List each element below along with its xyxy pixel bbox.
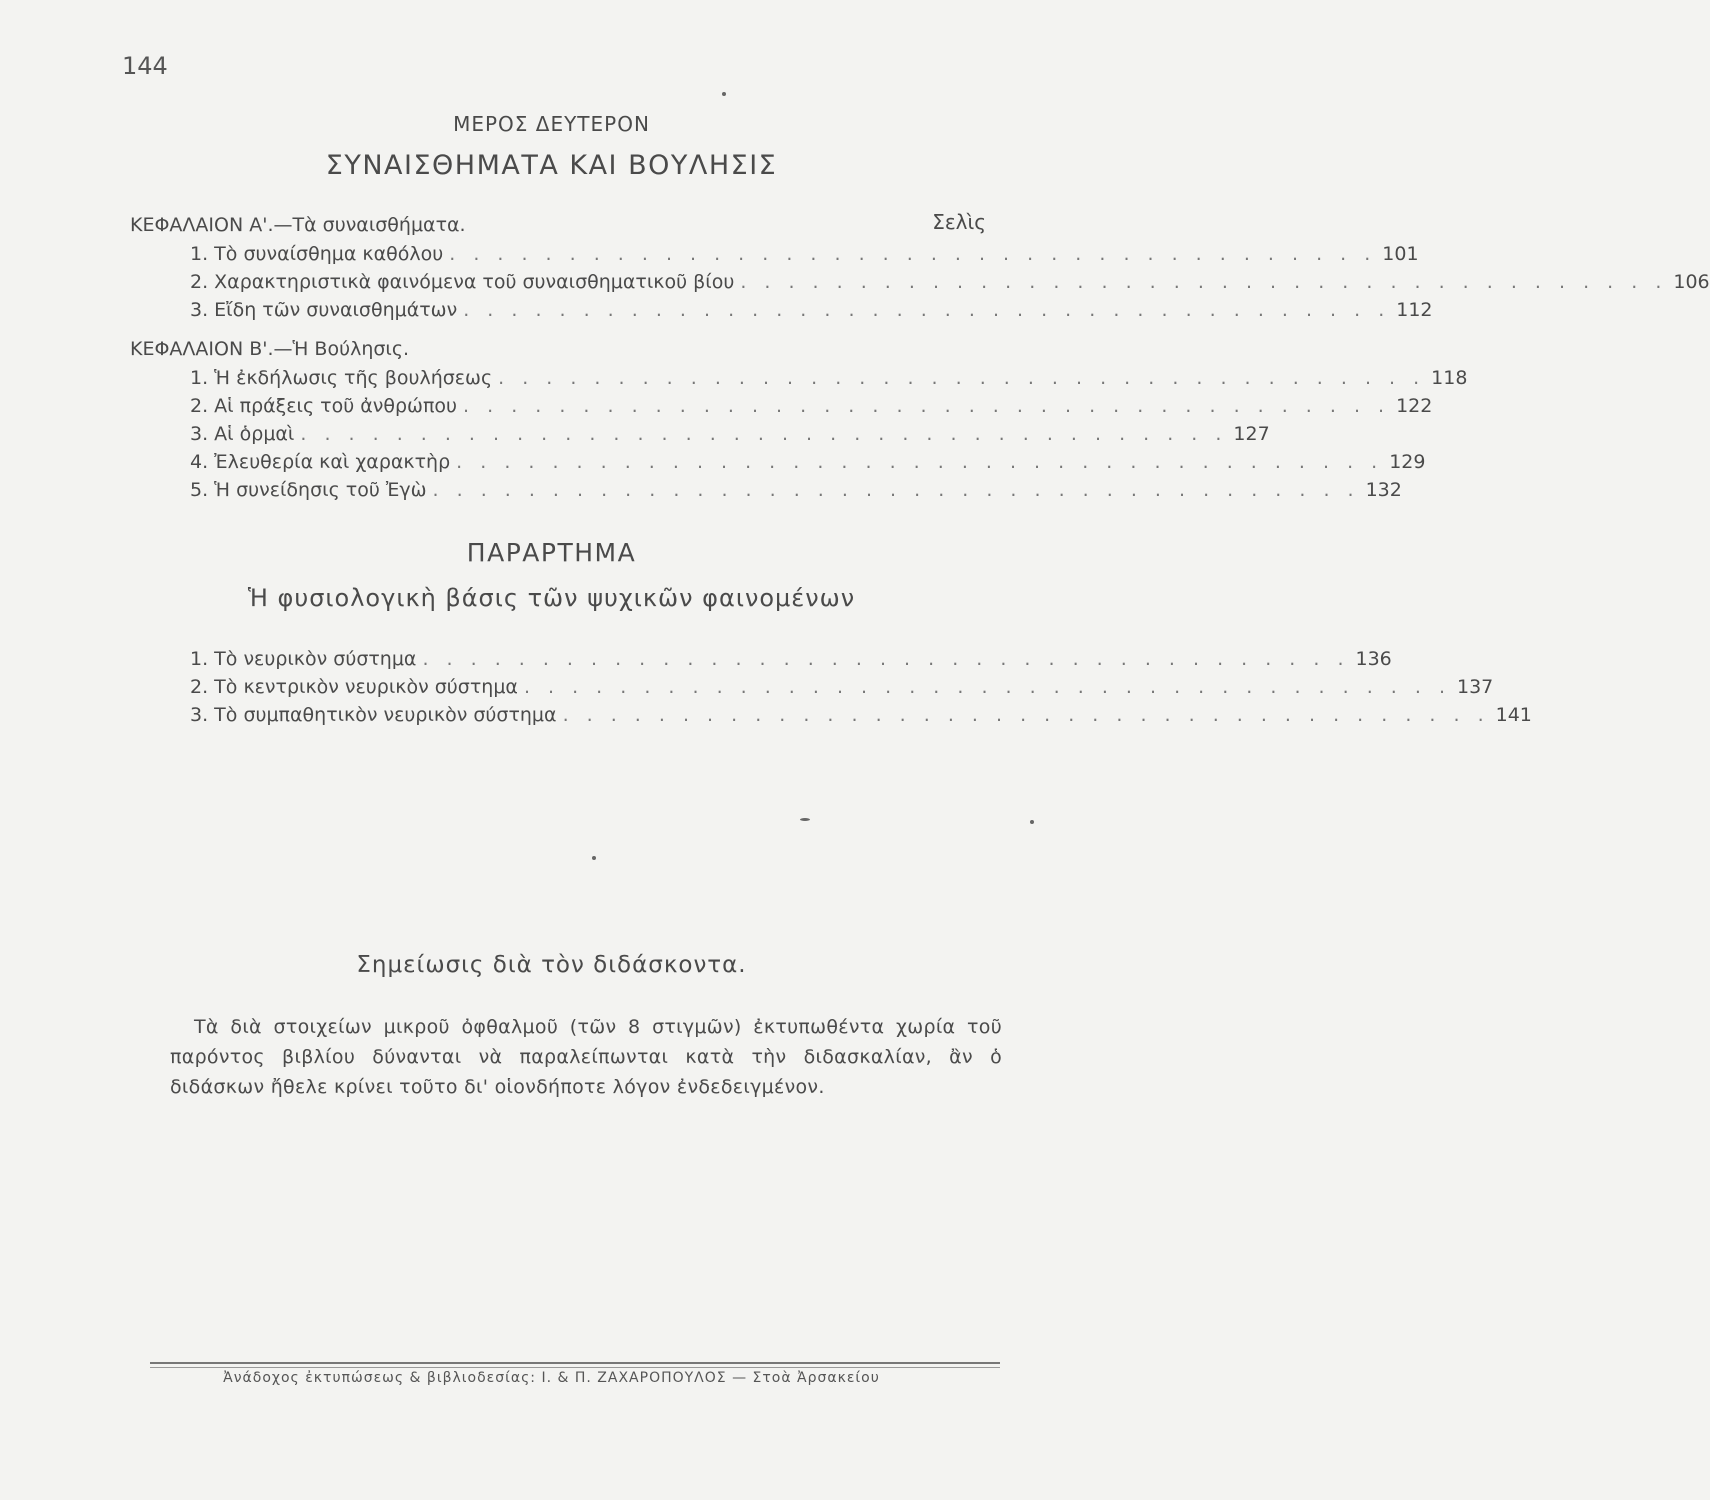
- print-speck: [1030, 820, 1034, 824]
- footer-rule: [150, 1367, 1000, 1368]
- leader-dots: . . . . . . . . . . . . . . . . . . . . . . . . . . . . . . . . . . . . . . .: [432, 479, 1360, 501]
- part-label: ΜΕΡΟΣ ΔΕΥΤΕΡΟΝ: [453, 112, 650, 136]
- part-title: ΣΥΝΑΙΣΘΗΜΑΤΑ ΚΑΙ ΒΟΥΛΗΣΙΣ: [325, 150, 778, 181]
- toc-entry-page: 127: [1233, 423, 1270, 445]
- toc-entry: [130, 268, 1710, 296]
- toc-entry: [130, 645, 1392, 673]
- toc-entry-page: 106: [1673, 271, 1710, 293]
- toc-entry: [130, 296, 1433, 324]
- print-speck: [800, 818, 810, 821]
- toc-entry-page: 122: [1396, 395, 1433, 417]
- toc-entry: [130, 673, 1494, 701]
- toc-entry-page: 141: [1495, 704, 1532, 726]
- leader-dots: . . . . . . . . . . . . . . . . . . . . . . . . . . . . . . . . . . . . . . .: [449, 243, 1377, 265]
- toc-entry: [130, 476, 1402, 504]
- leader-dots: . . . . . . . . . . . . . . . . . . . . . . . . . . . . . . . . . . . . . . .: [523, 676, 1451, 698]
- leader-dots: . . . . . . . . . . . . . . . . . . . . . . . . . . . . . . . . . . . . . . .: [562, 704, 1490, 726]
- leader-dots: . . . . . . . . . . . . . . . . . . . . . . . . . . . . . . . . . . . . . . .: [300, 423, 1228, 445]
- printer-credit: Ἀνάδοχος ἐκτυπώσεως & βιβλιοδεσίας: Ι. & Π. ΖΑΧΑΡΟΠΟΥΛΟΣ — Στοὰ Ἀρσακείου: [223, 1370, 880, 1386]
- toc-entry-label: 3. Τὸ συμπαθητικὸν νευρικὸν σύστημα: [190, 704, 557, 726]
- print-speck: [722, 92, 726, 96]
- leader-dots: . . . . . . . . . . . . . . . . . . . . . . . . . . . . . . . . . . . . . . .: [463, 395, 1391, 417]
- chapter-title: ΚΕΦΑΛΑΙΟΝ Β'.—Ἡ Βούλησις.: [130, 338, 410, 360]
- note-body: Τὰ διὰ στοιχείων μικροῦ ὀφθαλμοῦ (τῶν 8 στιγμῶν) ἐκτυπωθέντα χωρία τοῦ παρόντος βιβλίου δύνανται νὰ παραλείπωνται κατὰ τὴν διδασκαλίαν, ἂν ὁ διδάσκων ἤθελε κρίνει τοῦτο δι' οἱονδήποτε λόγον ἐνδεδειγμένον.: [170, 1016, 1002, 1098]
- note-title: Σημείωσις διὰ τὸν διδάσκοντα.: [356, 952, 747, 978]
- toc-entry-page: 101: [1382, 243, 1419, 265]
- toc-entry-label: 3. Αἱ ὁρμαὶ: [190, 423, 295, 445]
- pages-column-heading: Σελὶς: [932, 210, 986, 234]
- toc-entry-page: 132: [1365, 479, 1402, 501]
- toc-entry-label: 2. Αἱ πράξεις τοῦ ἀνθρώπου: [190, 395, 458, 417]
- toc-entry-label: 2. Τὸ κεντρικὸν νευρικὸν σύστημα: [190, 676, 518, 698]
- appendix-title: ΠΑΡΑΡΤΗΜΑ: [466, 538, 637, 567]
- toc-entry: [130, 392, 1433, 420]
- toc-entry: [130, 420, 1270, 448]
- table-of-contents: [130, 210, 1710, 504]
- toc-entry-page: 118: [1431, 367, 1468, 389]
- leader-dots: . . . . . . . . . . . . . . . . . . . . . . . . . . . . . . . . . . . . . . .: [456, 451, 1384, 473]
- toc-entry-label: 3. Εἴδη τῶν συναισθημάτων: [190, 299, 458, 321]
- chapter-title: ΚΕΦΑΛΑΙΟΝ Α'.—Τὰ συναισθήματα.: [130, 214, 466, 236]
- leader-dots: . . . . . . . . . . . . . . . . . . . . . . . . . . . . . . . . . . . . . . .: [463, 299, 1391, 321]
- toc-entry-page: 137: [1456, 676, 1494, 698]
- toc-entry: [130, 240, 1419, 268]
- page-number: 144: [122, 52, 168, 80]
- toc-entry: [130, 364, 1468, 392]
- toc-entry-page: 136: [1355, 648, 1392, 670]
- toc-entry-label: 4. Ἐλευθερία καὶ χαρακτὴρ: [190, 451, 451, 473]
- toc-entry-label: 1. Τὸ συναίσθημα καθόλου: [190, 243, 444, 265]
- toc-entry-label: 1. Τὸ νευρικὸν σύστημα: [190, 648, 417, 670]
- toc-entry-page: 129: [1389, 451, 1426, 473]
- toc-entry-label: 1. Ἡ ἐκδήλωσις τῆς βουλήσεως: [190, 367, 493, 389]
- toc-entry-label: 5. Ἡ συνείδησις τοῦ Ἐγὼ: [190, 479, 427, 501]
- leader-dots: . . . . . . . . . . . . . . . . . . . . . . . . . . . . . . . . . . . . . . .: [498, 367, 1426, 389]
- toc-entry-page: 112: [1396, 299, 1433, 321]
- footer-rule: [150, 1362, 1000, 1364]
- toc-entry-label: 2. Χαρακτηριστικὰ φαινόμενα τοῦ συναισθηματικοῦ βίου: [190, 271, 735, 293]
- print-speck: [592, 856, 596, 860]
- appendix-subtitle: Ἡ φυσιολογικὴ βάσις τῶν ψυχικῶν φαινομένων: [247, 584, 856, 612]
- appendix-contents: [130, 645, 1532, 729]
- leader-dots: . . . . . . . . . . . . . . . . . . . . . . . . . . . . . . . . . . . . . . .: [422, 648, 1350, 670]
- toc-entry: [130, 448, 1426, 476]
- leader-dots: . . . . . . . . . . . . . . . . . . . . . . . . . . . . . . . . . . . . . . .: [740, 271, 1668, 293]
- toc-entry: [130, 701, 1532, 729]
